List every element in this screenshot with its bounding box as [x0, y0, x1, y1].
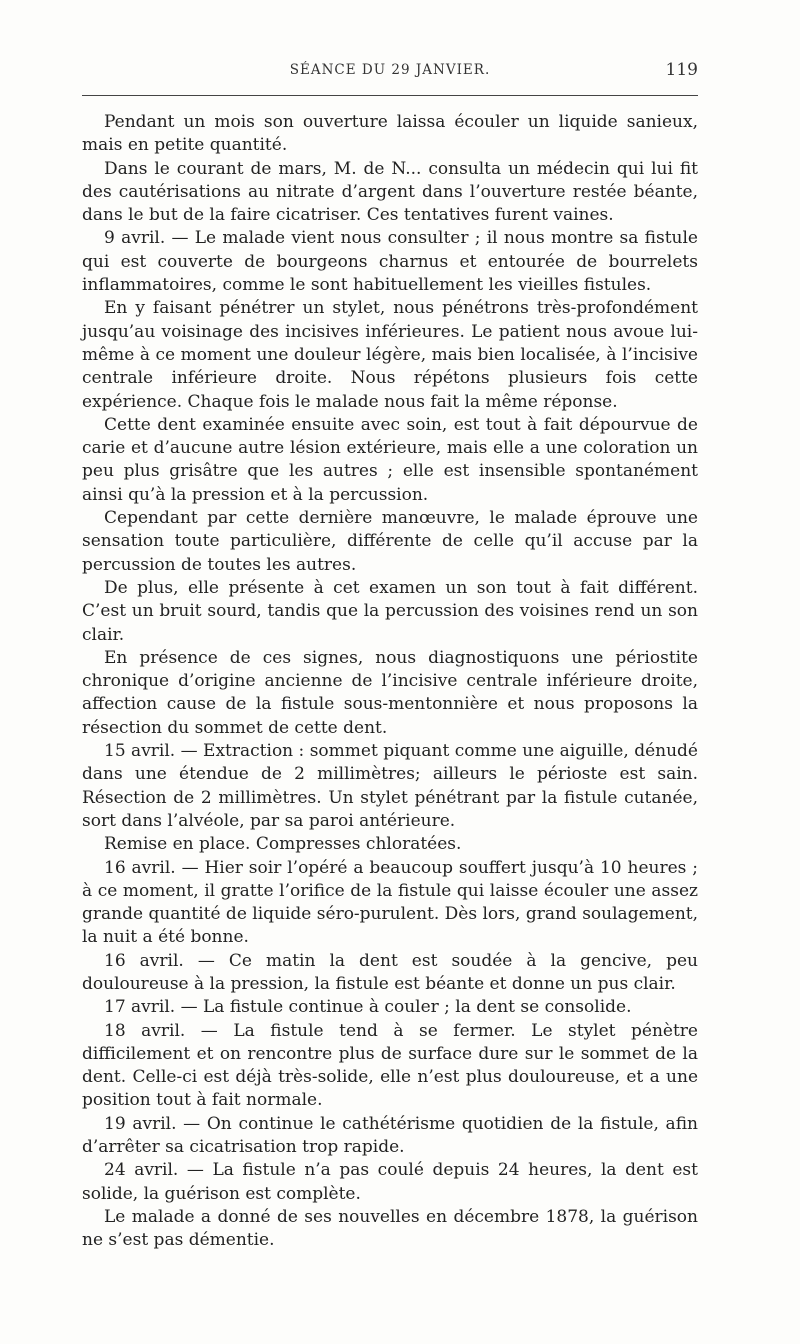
running-head: [82, 62, 698, 86]
paragraph: Dans le courant de mars, M. de N... consulta un médecin qui lui fit des cautérisations au nitrate d’argent dans l’ouverture restée béante, dans le but de la faire cicatriser. Ces tentatives furent vaines.: [82, 158, 698, 226]
paragraph: 24 avril. — La fistule n’a pas coulé depuis 24 heures, la dent est solide, la guérison est complète.: [82, 1160, 698, 1204]
paragraph: 19 avril. — On continue le cathétérisme quotidien de la fistule, afin d’arrêter sa cicatrisation trop rapide.: [82, 1113, 698, 1158]
paragraph: Cependant par cette dernière manœuvre, le malade éprouve une sensation toute particulière, différente de celle qu’il accuse par la percussion de toutes les autres.: [82, 508, 698, 575]
paragraph: 15 avril. — Extraction : sommet piquant comme une aiguille, dénudé dans une étendue de 2 millimètres; ailleurs le périoste est sain. Résection de 2 millimètres. Un stylet pénétrant par la fistule cutanée, sort dans l’alvéole, par sa paroi antérieure.: [82, 741, 698, 831]
running-title: SÉANCE DU 29 JANVIER.: [289, 62, 491, 78]
paragraph: 16 avril. — Hier soir l’opéré a beaucoup souffert jusqu’à 10 heures ; à ce moment, il gratte l’orifice de la fistule qui laisse écouler une assez grande quantité de liquide séro-purulent. Dès lors, grand soulagement, la nuit a été bonne.: [82, 857, 698, 948]
paragraph: En présence de ces signes, nous diagnostiquons une périostite chronique d’origine ancienne de l’incisive centrale inférieure droite, affection cause de la fistule sous-mentonnière et nous proposons la résection du sommet de cette dent.: [82, 647, 698, 738]
paragraph: 9 avril. — Le malade vient nous consulter ; il nous montre sa fistule qui est couverte de bourgeons charnus et entourée de bourrelets inflammatoires, comme le sont habituellement les vieilles fistules.: [82, 228, 698, 296]
paragraph: 16 avril. — Ce matin la dent est soudée à la gencive, peu douloureuse à la pression, la fistule est béante et donne un pus clair.: [82, 950, 698, 994]
paragraph: Pendant un mois son ouverture laissa écouler un liquide sanieux, mais en petite quantité.: [82, 112, 698, 156]
paragraph: En y faisant pénétrer un stylet, nous pénétrons très-profondément jusqu’au voisinage des incisives inférieures. Le patient nous avoue lui-même à ce moment une douleur légère, mais bien localisée, à l’incisive centrale inférieure droite. Nous répétons plusieurs fois cette expérience. Chaque fois le malade nous fait la même réponse.: [82, 298, 698, 412]
header-rule: [82, 95, 698, 96]
paragraph: 17 avril. — La fistule continue à couler ; la dent se consolide.: [104, 997, 632, 1018]
page-number: 119: [665, 60, 698, 80]
paragraph: Cette dent examinée ensuite avec soin, est tout à fait dépourvue de carie et d’aucune autre lésion extérieure, mais elle a une coloration un peu plus grisâtre que les autres ; elle est insensible spontanément ainsi qu’à la pression et à la percussion.: [82, 414, 698, 505]
paragraph: Le malade a donné de ses nouvelles en décembre 1878, la guérison ne s’est pas démentie.: [82, 1206, 698, 1251]
paragraph: Remise en place. Compresses chloratées.: [104, 834, 462, 855]
paragraph: De plus, elle présente à cet examen un son tout à fait différent. C’est un bruit sourd, tandis que la percussion des voisines rend un son clair.: [82, 577, 698, 645]
body-text: [82, 111, 698, 1253]
paragraph: 18 avril. — La fistule tend à se fermer. Le stylet pénètre difficilement et on rencontre plus de surface dure sur le sommet de la dent. Celle-ci est déjà très-solide, elle n’est plus douloureuse, et a une position tout à fait normale.: [82, 1020, 698, 1111]
